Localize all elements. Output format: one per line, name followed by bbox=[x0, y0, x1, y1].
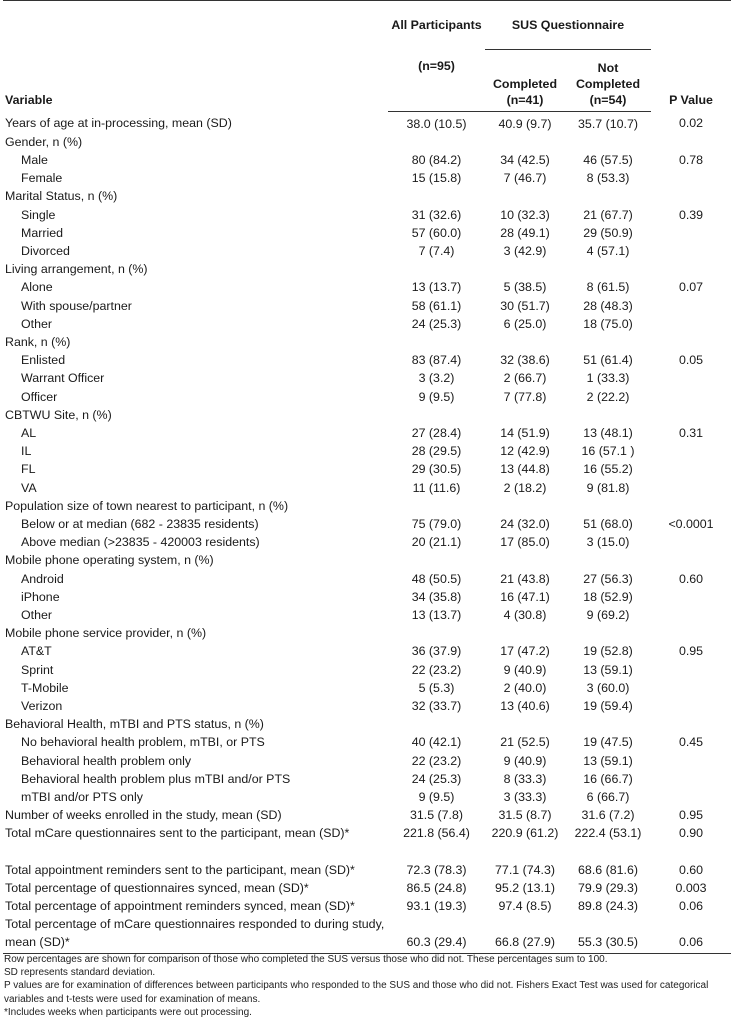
cell-not-completed: 19 (59.4) bbox=[583, 699, 633, 713]
cell-completed: 21 (43.8) bbox=[500, 571, 550, 586]
cell-not-completed: 3 (60.0) bbox=[586, 680, 630, 695]
completed-header: Completed (n=41) bbox=[485, 50, 565, 112]
table-row bbox=[3, 424, 731, 442]
table-row bbox=[3, 497, 731, 515]
table-row bbox=[3, 515, 731, 533]
cell-all-participants: 15 (15.8) bbox=[411, 171, 462, 186]
cell-p-value: 0.05 bbox=[678, 353, 704, 368]
table-row bbox=[3, 388, 731, 406]
table-row bbox=[3, 788, 731, 806]
cell-not-completed: 13 (48.1) bbox=[583, 425, 633, 440]
cell-all-participants: 24 (25.3) bbox=[411, 771, 462, 786]
cell-completed: 24 (32.0) bbox=[500, 516, 550, 531]
cell-all-participants bbox=[388, 187, 485, 205]
table-body bbox=[3, 111, 731, 954]
cell-completed: 8 (33.3) bbox=[503, 771, 547, 786]
cell-completed bbox=[485, 133, 565, 151]
cell-p-value: 0.45 bbox=[678, 735, 704, 750]
table-row bbox=[3, 278, 731, 296]
cell-not-completed: 55.3 (30.5) bbox=[565, 915, 651, 954]
cell-p-value bbox=[651, 133, 731, 151]
row-label: AT&T bbox=[21, 644, 52, 659]
cell-p-value bbox=[651, 369, 731, 387]
cell-not-completed: 9 (81.8) bbox=[586, 480, 630, 495]
cell-all-participants: 80 (84.2) bbox=[411, 152, 462, 167]
cell-completed: 12 (42.9) bbox=[500, 444, 550, 459]
row-label: Android bbox=[21, 571, 64, 586]
row-label: Mobile phone service provider, n (%) bbox=[5, 626, 207, 641]
cell-p-value bbox=[651, 460, 731, 478]
row-label: IL bbox=[21, 444, 32, 459]
cell-all-participants: 20 (21.1) bbox=[411, 535, 462, 550]
cell-all-participants bbox=[388, 715, 485, 733]
cell-all-participants: 13 (13.7) bbox=[411, 280, 462, 295]
row-label: Mobile phone operating system, n (%) bbox=[5, 553, 214, 568]
row-label: Verizon bbox=[21, 699, 63, 713]
cell-all-participants: 221.8 (56.4) bbox=[403, 826, 470, 841]
cell-all-participants: 28 (29.5) bbox=[411, 444, 462, 459]
cell-not-completed: 68.6 (81.6) bbox=[578, 862, 638, 877]
table-row bbox=[3, 351, 731, 369]
row-label: Rank, n (%) bbox=[5, 334, 71, 349]
cell-all-participants bbox=[388, 333, 485, 351]
cell-completed bbox=[485, 406, 565, 424]
table-row bbox=[3, 915, 731, 954]
cell-not-completed bbox=[565, 260, 651, 278]
row-label: Number of weeks enrolled in the study, mean (SD) bbox=[5, 808, 282, 823]
table-row bbox=[3, 679, 731, 697]
row-label: iPhone bbox=[21, 589, 60, 604]
table-row bbox=[3, 111, 731, 133]
cell-all-participants: 57 (60.0) bbox=[411, 225, 462, 240]
cell-not-completed: 13 (59.1) bbox=[583, 662, 633, 677]
cell-all-participants: 9 (9.5) bbox=[418, 389, 455, 404]
cell-p-value bbox=[651, 770, 731, 788]
cell-not-completed: 18 (52.9) bbox=[583, 589, 633, 604]
cell-p-value bbox=[651, 661, 731, 679]
cell-p-value bbox=[651, 679, 731, 697]
cell-all-participants: 7 (7.4) bbox=[418, 243, 455, 258]
table-row bbox=[3, 697, 731, 715]
cell-completed bbox=[485, 497, 565, 515]
cell-completed bbox=[485, 624, 565, 642]
cell-all-participants: 24 (25.3) bbox=[411, 316, 462, 331]
cell-completed: 3 (33.3) bbox=[503, 790, 547, 805]
table-row bbox=[3, 806, 731, 824]
row-label: Years of age at in-processing, mean (SD) bbox=[5, 116, 232, 131]
cell-p-value bbox=[651, 752, 731, 770]
cell-completed: 7 (46.7) bbox=[503, 171, 547, 186]
footnote: P values are for examination of differences between participants who responded to the SUS and those who did not. Fishers Exact Test was used for categorical variables and t-tests were used for examination of means. bbox=[4, 980, 709, 1005]
cell-completed: 5 (38.5) bbox=[503, 280, 547, 295]
cell-not-completed: 35.7 (10.7) bbox=[578, 116, 638, 131]
cell-p-value: 0.39 bbox=[678, 207, 704, 222]
cell-all-participants bbox=[388, 497, 485, 515]
table-row bbox=[3, 715, 731, 733]
table-row bbox=[3, 624, 731, 642]
cell-not-completed: 8 (61.5) bbox=[586, 280, 630, 295]
cell-all-participants: 83 (87.4) bbox=[411, 353, 462, 368]
table-row bbox=[3, 224, 731, 242]
cell-completed: 2 (18.2) bbox=[503, 480, 547, 495]
cell-completed: 9 (40.9) bbox=[503, 662, 547, 677]
table-row bbox=[3, 406, 731, 424]
row-label: Total appointment reminders sent to the participant, mean (SD)* bbox=[5, 862, 355, 877]
cell-p-value bbox=[651, 169, 731, 187]
cell-completed: 77.1 (74.3) bbox=[495, 862, 555, 877]
cell-not-completed: 4 (57.1) bbox=[586, 243, 630, 258]
cell-completed bbox=[485, 333, 565, 351]
cell-all-participants: 58 (61.1) bbox=[411, 298, 462, 313]
row-label: Sprint bbox=[21, 662, 54, 677]
cell-all-participants: 32 (33.7) bbox=[411, 699, 462, 713]
table-row bbox=[3, 206, 731, 224]
cell-p-value: 0.003 bbox=[675, 880, 707, 895]
cell-p-value: 0.90 bbox=[678, 826, 704, 841]
cell-not-completed: 6 (66.7) bbox=[586, 790, 630, 805]
cell-p-value bbox=[651, 533, 731, 551]
all-n-header: (n=95) bbox=[388, 50, 485, 112]
cell-completed: 6 (25.0) bbox=[503, 316, 547, 331]
row-label: Female bbox=[21, 171, 63, 186]
row-label: Warrant Officer bbox=[21, 371, 105, 386]
cell-completed: 13 (44.8) bbox=[500, 462, 550, 477]
table-row bbox=[3, 369, 731, 387]
cell-p-value: <0.0001 bbox=[668, 516, 714, 531]
cell-p-value bbox=[651, 606, 731, 624]
table-row bbox=[3, 897, 731, 915]
cell-all-participants: 27 (28.4) bbox=[411, 425, 462, 440]
row-label: Enlisted bbox=[21, 353, 66, 368]
cell-all-participants: 29 (30.5) bbox=[411, 462, 462, 477]
cell-not-completed: 16 (66.7) bbox=[583, 771, 633, 786]
row-label: Married bbox=[21, 225, 63, 240]
row-label: Behavioral health problem only bbox=[21, 753, 192, 768]
cell-all-participants: 60.3 (29.4) bbox=[388, 915, 485, 954]
row-label: Officer bbox=[21, 389, 58, 404]
cell-not-completed: 19 (47.5) bbox=[583, 735, 633, 750]
table-row bbox=[3, 442, 731, 460]
table-row bbox=[3, 606, 731, 624]
row-label: Total percentage of appointment reminders synced, mean (SD)* bbox=[5, 898, 355, 913]
cell-completed bbox=[485, 260, 565, 278]
cell-all-participants: 48 (50.5) bbox=[411, 571, 462, 586]
cell-not-completed: 9 (69.2) bbox=[586, 607, 630, 622]
not-completed-header: Not Completed (n=54) bbox=[565, 50, 651, 112]
cell-not-completed: 13 (59.1) bbox=[583, 753, 633, 768]
row-label: Other bbox=[21, 607, 52, 622]
cell-all-participants: 86.5 (24.8) bbox=[406, 880, 467, 895]
table-row bbox=[3, 315, 731, 333]
cell-completed: 16 (47.1) bbox=[500, 589, 550, 604]
table-header bbox=[3, 1, 731, 112]
table-row bbox=[3, 879, 731, 897]
cell-not-completed: 51 (68.0) bbox=[583, 516, 633, 531]
cell-completed: 2 (66.7) bbox=[503, 371, 547, 386]
cell-all-participants: 9 (9.5) bbox=[418, 790, 455, 805]
cell-not-completed: 29 (50.9) bbox=[583, 225, 633, 240]
cell-not-completed bbox=[565, 406, 651, 424]
footnote: *Includes weeks when participants were out processing. bbox=[4, 1006, 252, 1018]
table-row bbox=[3, 187, 731, 205]
cell-all-participants bbox=[388, 133, 485, 151]
cell-p-value bbox=[651, 333, 731, 351]
cell-completed: 3 (42.9) bbox=[503, 243, 547, 258]
row-label: FL bbox=[21, 462, 36, 477]
cell-p-value bbox=[651, 479, 731, 497]
cell-p-value: 0.02 bbox=[678, 116, 704, 131]
cell-not-completed: 19 (52.8) bbox=[583, 644, 633, 659]
cell-not-completed: 2 (22.2) bbox=[586, 389, 630, 404]
cell-p-value bbox=[651, 442, 731, 460]
sus-questionnaire-header: SUS Questionnaire bbox=[485, 1, 651, 50]
row-label: T-Mobile bbox=[21, 680, 69, 695]
cell-p-value: 0.31 bbox=[678, 425, 704, 440]
row-label: Total mCare questionnaires sent to the participant, mean (SD)* bbox=[5, 826, 350, 841]
footnote: SD represents standard deviation. bbox=[4, 967, 156, 979]
cell-not-completed: 16 (57.1 ) bbox=[581, 444, 635, 459]
cell-all-participants bbox=[388, 406, 485, 424]
table-row bbox=[3, 460, 731, 478]
table-row bbox=[3, 242, 731, 260]
cell-not-completed bbox=[565, 497, 651, 515]
table-row bbox=[3, 260, 731, 278]
cell-p-value bbox=[651, 788, 731, 806]
cell-p-value bbox=[651, 260, 731, 278]
table-row bbox=[3, 770, 731, 788]
cell-completed bbox=[485, 187, 565, 205]
row-label: CBTWU Site, n (%) bbox=[5, 407, 112, 422]
cell-p-value bbox=[651, 388, 731, 406]
table-row bbox=[3, 169, 731, 187]
table-row bbox=[3, 824, 731, 842]
row-label: Other bbox=[21, 316, 52, 331]
cell-not-completed: 18 (75.0) bbox=[583, 316, 633, 331]
cell-not-completed bbox=[565, 715, 651, 733]
cell-completed bbox=[485, 551, 565, 569]
cell-completed bbox=[485, 715, 565, 733]
row-label: Above median (>23835 - 420003 residents) bbox=[21, 535, 260, 550]
cell-completed: 66.8 (27.9) bbox=[485, 915, 565, 954]
cell-p-value: 0.95 bbox=[678, 644, 704, 659]
cell-not-completed: 222.4 (53.1) bbox=[574, 826, 642, 841]
cell-completed: 32 (38.6) bbox=[500, 353, 550, 368]
row-label: Population size of town nearest to participant, n (%) bbox=[5, 498, 289, 513]
cell-p-value: 0.60 bbox=[678, 862, 704, 877]
cell-completed: 13 (40.6) bbox=[500, 699, 550, 713]
cell-p-value: 0.06 bbox=[651, 915, 731, 954]
row-label: No behavioral health problem, mTBI, or PTS bbox=[21, 735, 265, 750]
footnote: Row percentages are shown for comparison of those who completed the SUS versus those who did not. These percentages sum to 100. bbox=[4, 954, 608, 965]
table-row bbox=[3, 479, 731, 497]
p-value-header: P Value bbox=[651, 1, 731, 112]
table-row bbox=[3, 642, 731, 660]
cell-p-value bbox=[651, 551, 731, 569]
row-label: Single bbox=[21, 207, 56, 222]
table-row bbox=[3, 843, 731, 879]
cell-not-completed: 51 (61.4) bbox=[583, 353, 633, 368]
cell-not-completed: 27 (56.3) bbox=[583, 571, 633, 586]
cell-p-value: 0.60 bbox=[678, 571, 704, 586]
cell-completed: 30 (51.7) bbox=[500, 298, 550, 313]
cell-p-value bbox=[651, 697, 731, 715]
cell-all-participants: 5 (5.3) bbox=[418, 680, 455, 695]
cell-all-participants: 93.1 (19.3) bbox=[406, 898, 467, 913]
row-label: Behavioral health problem plus mTBI and/or PTS bbox=[21, 771, 291, 786]
cell-completed: 7 (77.8) bbox=[503, 389, 547, 404]
cell-all-participants: 34 (35.8) bbox=[411, 589, 462, 604]
cell-all-participants: 13 (13.7) bbox=[411, 607, 462, 622]
cell-not-completed: 8 (53.3) bbox=[586, 171, 630, 186]
cell-all-participants bbox=[388, 551, 485, 569]
cell-all-participants: 22 (23.2) bbox=[411, 662, 462, 677]
cell-completed: 17 (47.2) bbox=[500, 644, 550, 659]
row-label: Marital Status, n (%) bbox=[5, 189, 118, 204]
cell-not-completed: 3 (15.0) bbox=[586, 535, 630, 550]
cell-p-value bbox=[651, 242, 731, 260]
row-label: Male bbox=[21, 152, 48, 167]
cell-p-value: 0.78 bbox=[678, 152, 704, 167]
cell-completed: 31.5 (8.7) bbox=[498, 808, 552, 823]
cell-all-participants bbox=[388, 624, 485, 642]
table-row bbox=[3, 133, 731, 151]
cell-completed: 4 (30.8) bbox=[503, 607, 547, 622]
cell-not-completed bbox=[565, 133, 651, 151]
row-label: Alone bbox=[21, 280, 53, 295]
row-label: Below or at median (682 - 23835 residents) bbox=[21, 516, 259, 531]
cell-completed: 10 (32.3) bbox=[500, 207, 550, 222]
cell-completed: 9 (40.9) bbox=[503, 753, 547, 768]
cell-completed: 95.2 (13.1) bbox=[495, 880, 555, 895]
cell-not-completed bbox=[565, 187, 651, 205]
cell-completed: 14 (51.9) bbox=[500, 425, 550, 440]
cell-not-completed bbox=[565, 333, 651, 351]
cell-completed: 21 (52.5) bbox=[500, 735, 550, 750]
cell-all-participants bbox=[388, 260, 485, 278]
cell-all-participants: 3 (3.2) bbox=[418, 371, 455, 386]
participant-characteristics-table bbox=[3, 0, 731, 954]
cell-not-completed: 21 (67.7) bbox=[583, 207, 633, 222]
cell-completed: 34 (42.5) bbox=[500, 152, 550, 167]
cell-all-participants: 38.0 (10.5) bbox=[406, 116, 467, 131]
row-label: mTBI and/or PTS only bbox=[21, 790, 143, 805]
all-participants-header: All Participants bbox=[388, 1, 485, 50]
cell-not-completed: 1 (33.3) bbox=[586, 371, 630, 386]
table-row bbox=[3, 588, 731, 606]
row-label: Total percentage of mCare questionnaires responded to during study, mean (SD)* bbox=[3, 915, 388, 954]
row-label: Total percentage of questionnaires synced, mean (SD)* bbox=[5, 880, 309, 895]
cell-p-value bbox=[651, 406, 731, 424]
cell-not-completed: 16 (55.2) bbox=[583, 462, 633, 477]
cell-all-participants: 22 (23.2) bbox=[411, 753, 462, 768]
cell-p-value bbox=[651, 315, 731, 333]
cell-completed: 97.4 (8.5) bbox=[498, 898, 552, 913]
cell-p-value bbox=[651, 497, 731, 515]
cell-not-completed: 46 (57.5) bbox=[583, 152, 633, 167]
cell-p-value bbox=[651, 224, 731, 242]
cell-p-value bbox=[651, 624, 731, 642]
row-label: Living arrangement, n (%) bbox=[5, 262, 148, 277]
row-label: Behavioral Health, mTBI and PTS status, n (%) bbox=[5, 717, 264, 732]
cell-not-completed: 89.8 (24.3) bbox=[578, 898, 638, 913]
cell-all-participants: 31 (32.6) bbox=[411, 207, 462, 222]
row-label: Divorced bbox=[21, 243, 70, 258]
cell-p-value bbox=[651, 187, 731, 205]
cell-completed: 2 (40.0) bbox=[503, 680, 547, 695]
cell-all-participants: 36 (37.9) bbox=[411, 644, 462, 659]
cell-completed: 220.9 (61.2) bbox=[491, 826, 559, 841]
cell-completed: 28 (49.1) bbox=[500, 225, 550, 240]
cell-not-completed bbox=[565, 551, 651, 569]
cell-p-value bbox=[651, 588, 731, 606]
cell-not-completed bbox=[565, 624, 651, 642]
table-row bbox=[3, 733, 731, 751]
table-row bbox=[3, 570, 731, 588]
cell-all-participants: 40 (42.1) bbox=[411, 735, 462, 750]
cell-all-participants: 72.3 (78.3) bbox=[406, 862, 467, 877]
table-row bbox=[3, 151, 731, 169]
cell-p-value bbox=[651, 715, 731, 733]
cell-all-participants: 11 (11.6) bbox=[412, 480, 461, 495]
table-row bbox=[3, 297, 731, 315]
cell-p-value bbox=[651, 297, 731, 315]
cell-all-participants: 31.5 (7.8) bbox=[409, 808, 464, 823]
cell-p-value: 0.06 bbox=[678, 898, 704, 913]
row-label: VA bbox=[21, 480, 37, 495]
cell-all-participants: 75 (79.0) bbox=[411, 516, 462, 531]
table-footnotes bbox=[4, 953, 730, 1019]
cell-completed: 17 (85.0) bbox=[500, 535, 550, 550]
row-label: AL bbox=[21, 425, 37, 440]
variable-header: Variable bbox=[3, 1, 388, 112]
table-row bbox=[3, 661, 731, 679]
cell-p-value: 0.07 bbox=[678, 280, 704, 295]
row-label: Gender, n (%) bbox=[5, 134, 83, 149]
cell-completed: 40.9 (9.7) bbox=[498, 116, 552, 131]
cell-not-completed: 28 (48.3) bbox=[583, 298, 633, 313]
cell-not-completed: 79.9 (29.3) bbox=[578, 880, 638, 895]
cell-p-value: 0.95 bbox=[678, 808, 704, 823]
table-row bbox=[3, 551, 731, 569]
table-row bbox=[3, 752, 731, 770]
table-row bbox=[3, 333, 731, 351]
row-label: With spouse/partner bbox=[21, 298, 132, 313]
table-row bbox=[3, 533, 731, 551]
cell-not-completed: 31.6 (7.2) bbox=[581, 808, 635, 823]
